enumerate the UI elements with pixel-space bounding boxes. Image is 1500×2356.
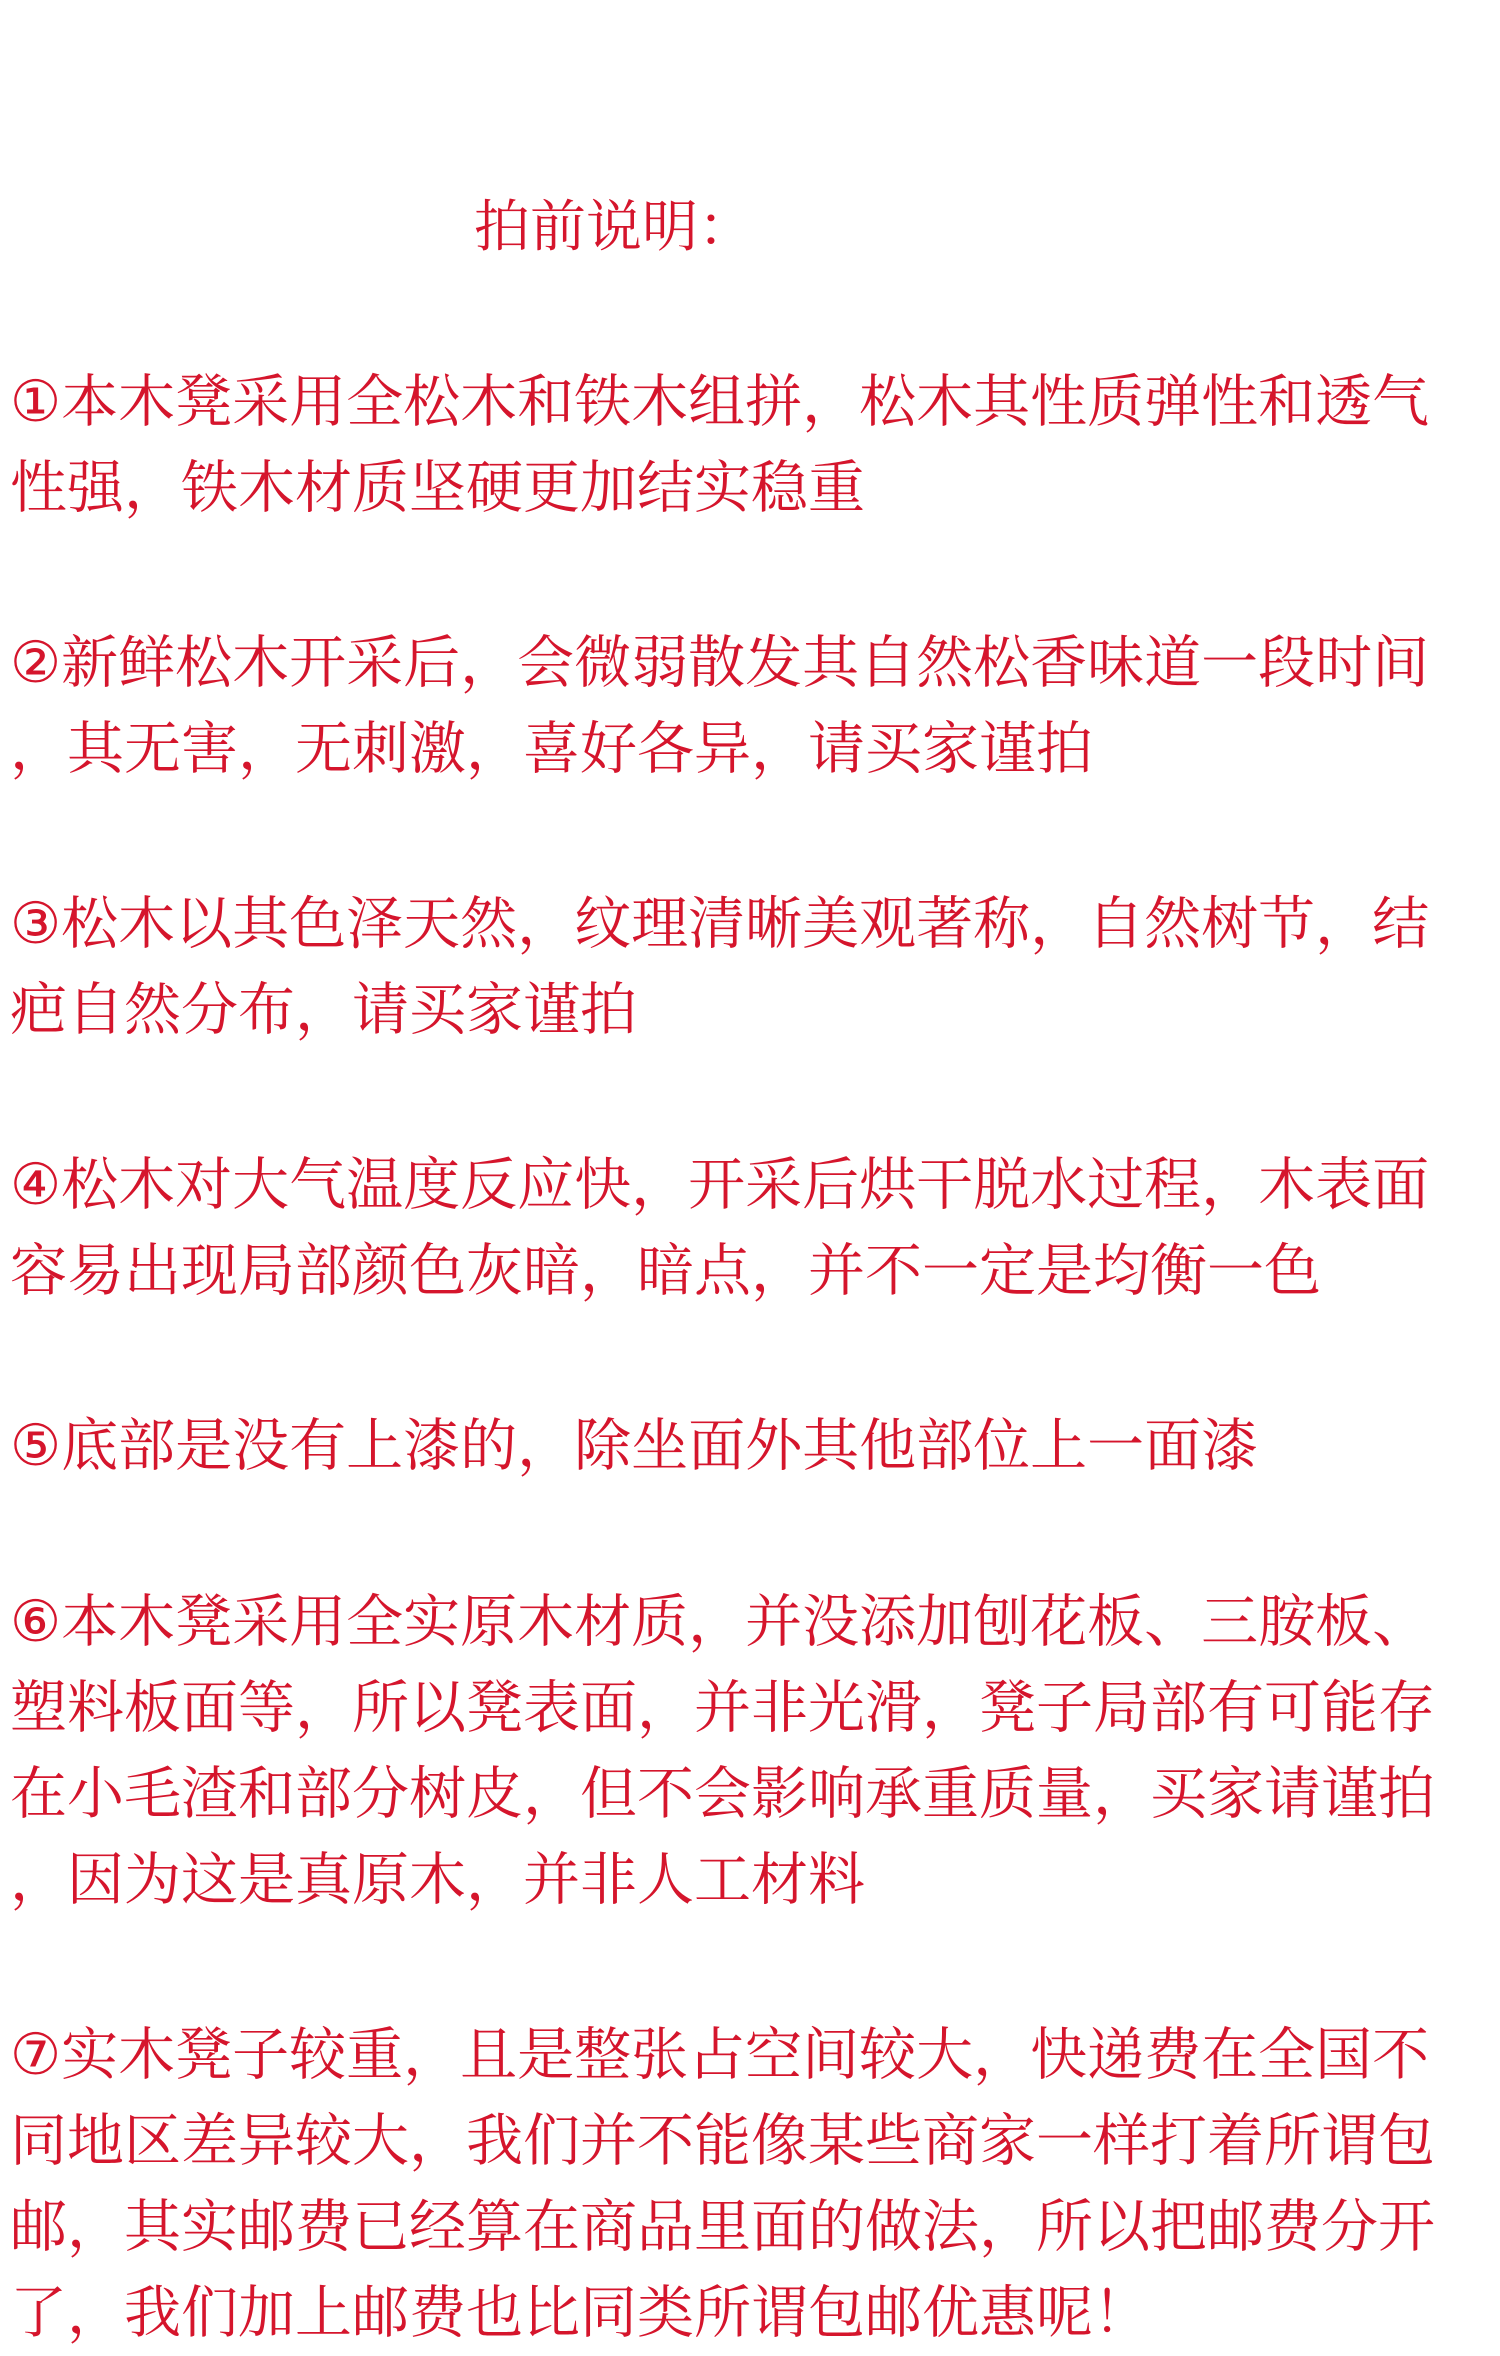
note-5: [10, 1403, 1488, 1489]
note-line: 在小毛渣和部分树皮，但不会影响承重质量，买家请谨拍: [10, 1761, 1435, 1827]
note-1: [10, 359, 1488, 531]
note-line: 容易出现局部颜色灰暗，暗点，并不一定是均衡一色: [10, 1238, 1321, 1304]
note-6: [10, 1579, 1488, 1923]
note-line: ，因为这是真原木，并非人工材料: [10, 1847, 865, 1913]
note-line: ⑤底部是没有上漆的，除坐面外其他部位上一面漆: [10, 1413, 1259, 1479]
note-line: ⑦实木凳子较重，且是整张占空间较大，快递费在全国不: [10, 2022, 1430, 2088]
note-line: 疤自然分布，请买家谨拍: [10, 977, 637, 1043]
note-line: ，其无害，无刺激，喜好各异，请买家谨拍: [10, 716, 1093, 782]
note-line: 了，我们加上邮费也比同类所谓包邮优惠呢！: [10, 2280, 1150, 2346]
note-line: ⑥本木凳采用全实原木材质，并没添加刨花板、三胺板、: [10, 1589, 1430, 1655]
note-3: [10, 881, 1488, 1053]
note-7: [10, 2012, 1488, 2356]
note-line: 同地区差异较大，我们并不能像某些商家一样打着所谓包: [10, 2108, 1435, 2174]
page-title: 拍前说明：: [474, 195, 754, 260]
note-line: ④松木对大气温度反应快，开采后烘干脱水过程，木表面: [10, 1152, 1430, 1218]
note-4: [10, 1142, 1488, 1314]
note-line: 邮，其实邮费已经算在商品里面的做法，所以把邮费分开: [10, 2194, 1435, 2260]
note-line: ①本木凳采用全松木和铁木组拼，松木其性质弹性和透气: [10, 369, 1430, 435]
note-line: 塑料板面等，所以凳表面，并非光滑，凳子局部有可能存: [10, 1675, 1435, 1741]
note-line: ②新鲜松木开采后，会微弱散发其自然松香味道一段时间: [10, 630, 1430, 696]
note-line: 性强，铁木材质坚硬更加结实稳重: [10, 455, 865, 521]
note-2: [10, 620, 1488, 792]
note-line: ③松木以其色泽天然，纹理清晰美观著称，自然树节，结: [10, 891, 1430, 957]
